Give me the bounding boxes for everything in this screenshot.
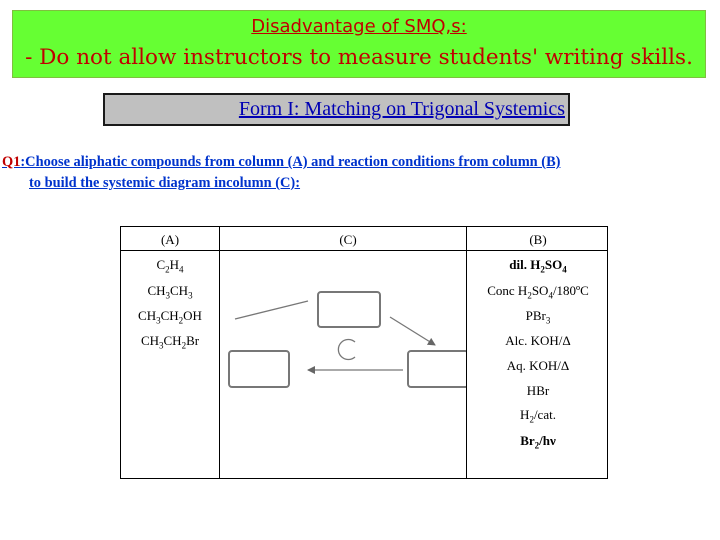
compound-a4: $CH_3CH_2Br$ <box>140 333 200 351</box>
header-column-a: (A) <box>160 232 180 247</box>
banner-title: Disadvantage of SMQ,s: <box>251 16 467 37</box>
compound-a3: $CH_3CH_2OH$ <box>138 308 202 326</box>
arrow-top-left <box>235 301 308 319</box>
condition-b7: $H_2$/cat. <box>520 407 556 425</box>
condition-b2: Conc $H_2SO_4/180ºC$ <box>487 283 589 301</box>
header-column-c: (C) <box>339 232 357 247</box>
condition-b3: PBr$_3$ <box>525 308 551 326</box>
header-column-b: (B) <box>529 232 547 247</box>
condition-b8: $Br_2/h\nu$ <box>520 433 556 451</box>
banner-subtitle: - Do not allow instructors to measure students' writing skills. <box>25 45 693 70</box>
column-divider-b <box>466 226 467 479</box>
diagram-box-top[interactable] <box>318 292 380 327</box>
compound-a1: $C_2H_4$ <box>156 257 184 275</box>
diagram-box-right[interactable] <box>408 351 466 387</box>
form-title: Form I: Matching on Trigonal Systemics <box>238 98 565 120</box>
condition-b6: HBr <box>526 383 550 398</box>
title-banner <box>12 10 706 78</box>
question-line-1: :Choose aliphatic compounds from column (A) and reaction conditions from column (B) <box>20 154 561 170</box>
condition-b4: Alc. KOH/Δ <box>505 333 571 348</box>
form-title-box <box>103 93 570 126</box>
question-text <box>2 152 560 194</box>
question-line-2: to build the systemic diagram incolumn (C): <box>29 175 301 191</box>
cycle-arc-icon <box>338 340 355 360</box>
condition-b5: Aq. KOH/Δ <box>506 358 570 373</box>
diagram-box-left[interactable] <box>229 351 289 387</box>
systemic-diagram <box>220 251 466 478</box>
compound-a2: $CH_3CH_3$ <box>147 283 193 301</box>
arrow-top-right <box>390 317 435 345</box>
condition-b1: dil. $H_2SO_4$ <box>509 257 567 275</box>
question-number: Q1 <box>2 154 21 170</box>
